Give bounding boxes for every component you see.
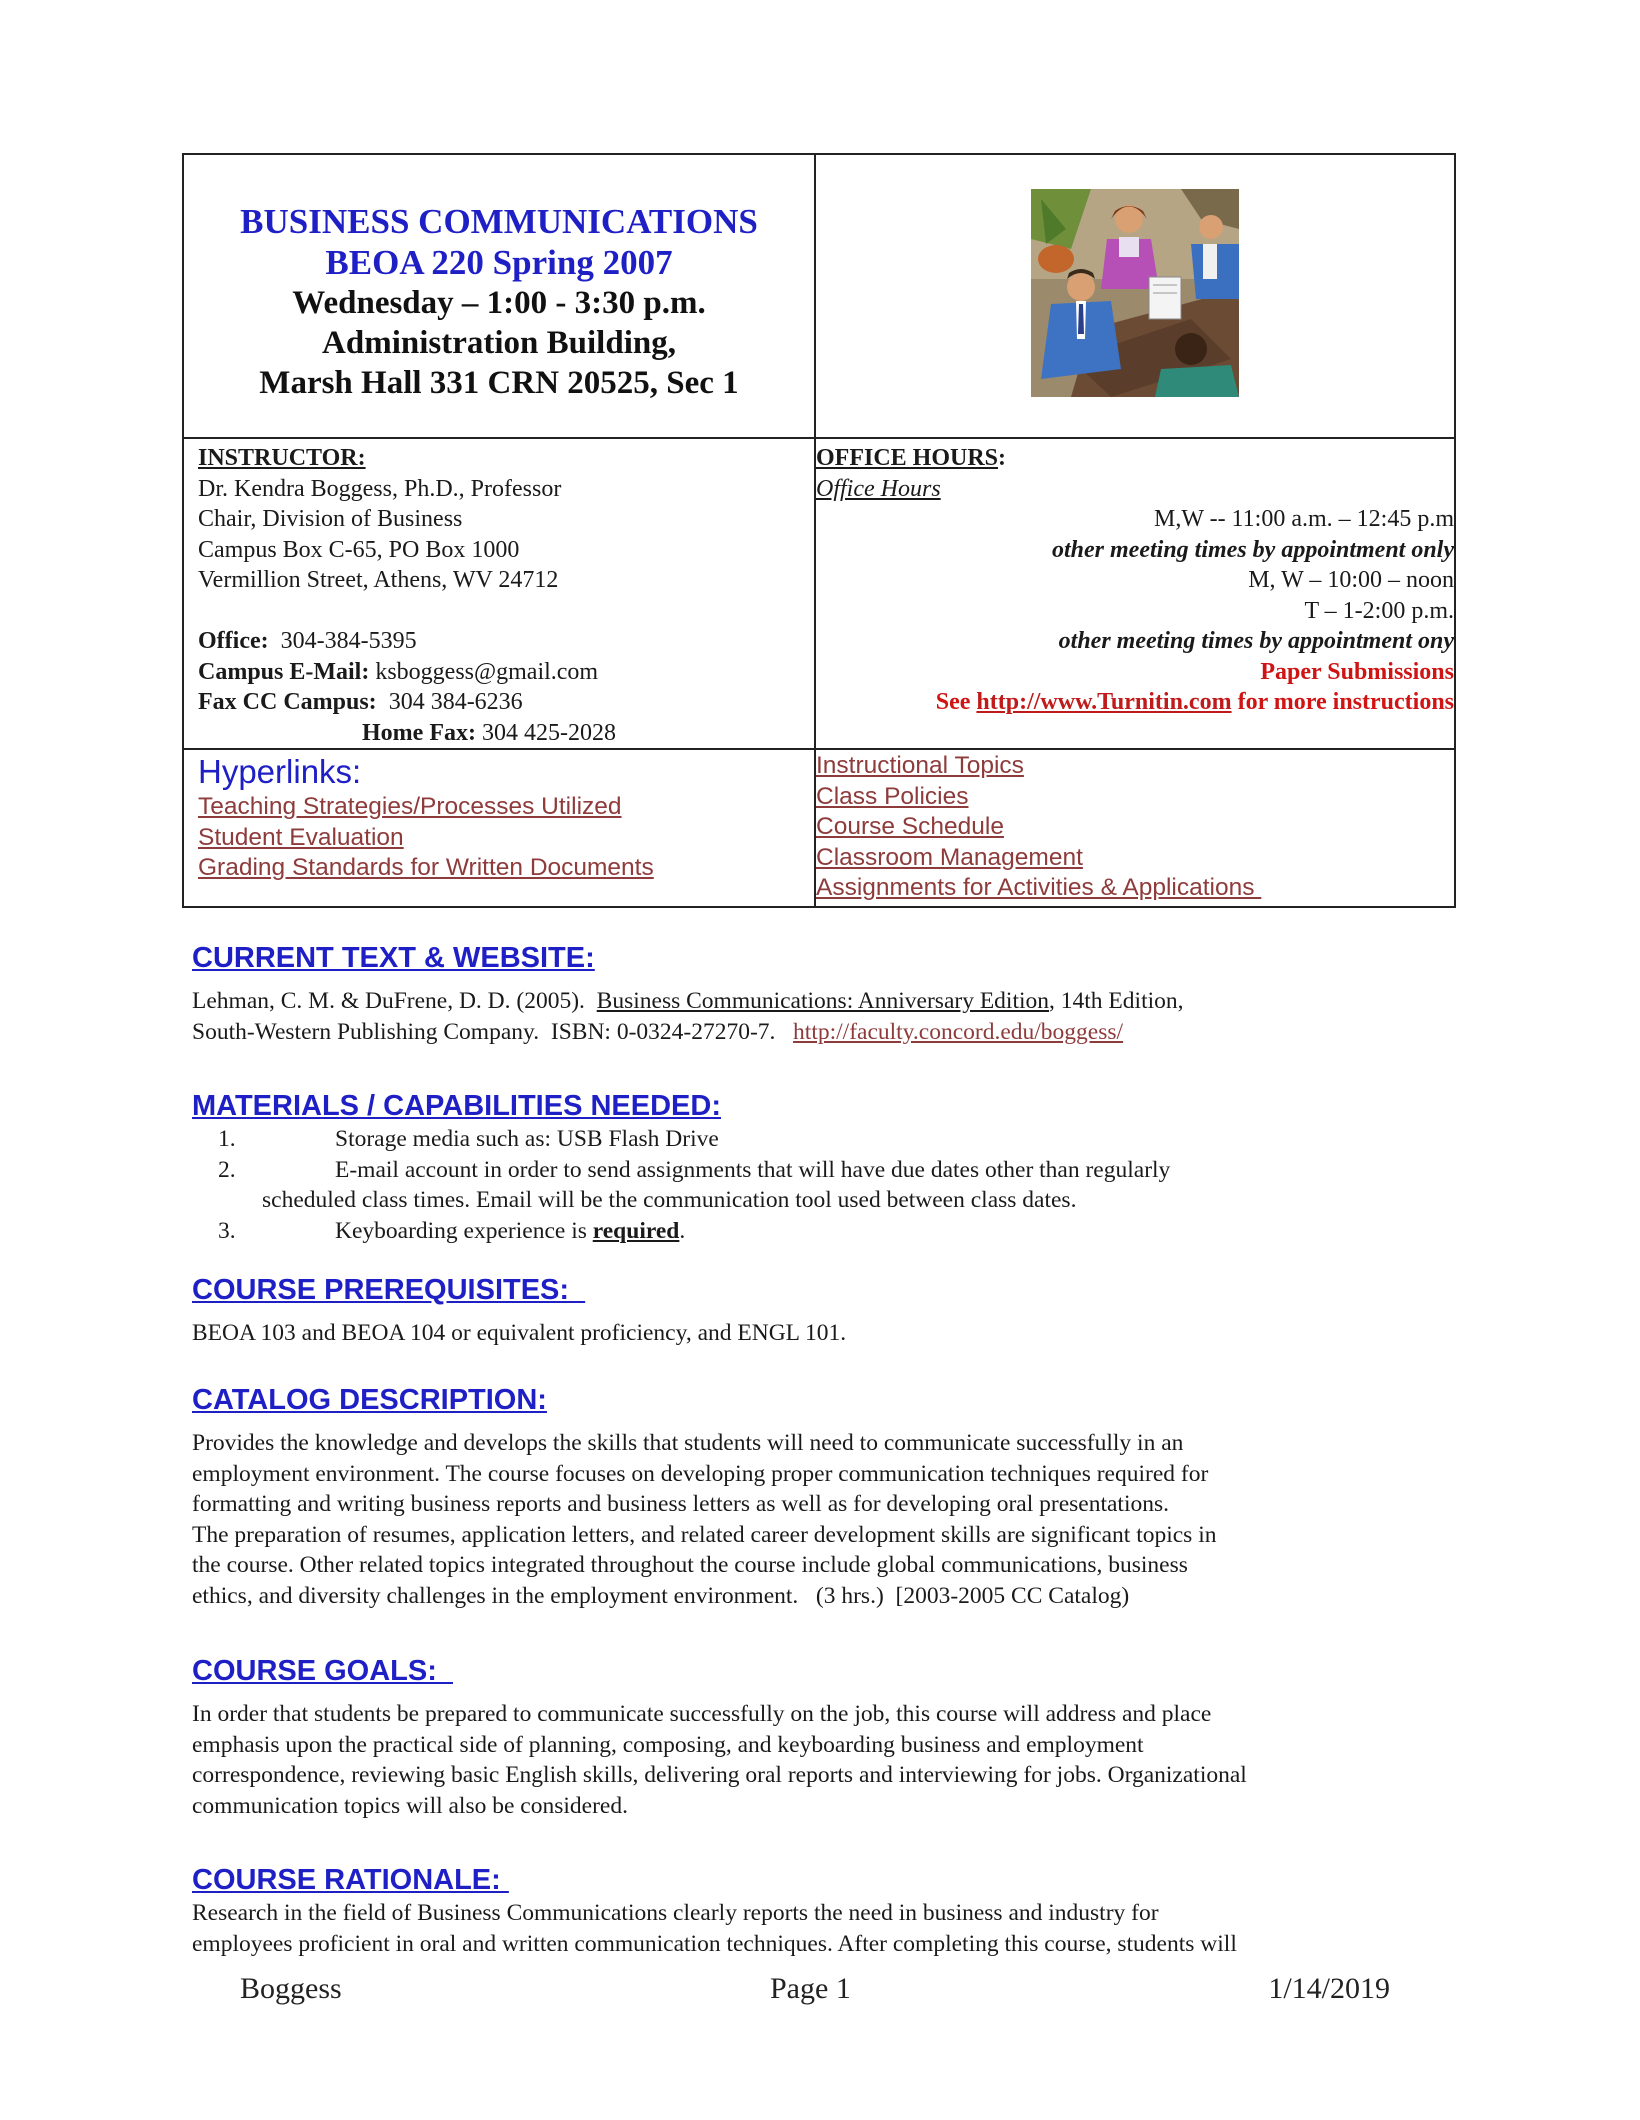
hours-line-3: M, W – 10:00 – noon — [1248, 567, 1454, 593]
header-table — [182, 153, 1456, 908]
office-phone-label: Office: — [198, 628, 269, 654]
hours-line-5: other meeting times by appointment ony — [1058, 628, 1454, 654]
fax-label: Fax CC Campus: — [198, 689, 377, 715]
course-building: Administration Building, — [322, 325, 676, 361]
page-footer — [240, 1972, 1390, 2012]
office-hours-heading: OFFICE HOURS: — [816, 445, 1007, 471]
catalog-text: Provides the knowledge and develops the skills that students will need to communicate successfully in an employment environment. The course focuses on developing proper communication techniques required for formatting and writing business reports and business letters as well as for developing oral presentations. The preparation of resumes, application letters, and related career development skills are significant topics in the course. Other related topics integrated throughout the course include global communications, business ethics, and diversity challenges in the employment environment. (3 hrs.) [2003-2005 CC Catalog) — [192, 1430, 1217, 1609]
office-hours-cell — [815, 438, 1455, 749]
hyperlinks-title: Hyperlinks: — [198, 753, 362, 790]
section-prerequisites — [192, 1272, 1452, 1349]
course-time: Wednesday – 1:00 - 3:30 p.m. — [292, 285, 706, 321]
instructor-cell — [183, 438, 815, 749]
office-hours-subheading: Office Hours — [816, 475, 941, 502]
rationale-text: Research in the field of Business Communications clearly reports the need in business and industry for employees proficient in oral and written communication techniques. After completing this course, students will — [192, 1900, 1237, 1957]
materials-heading: MATERIALS / CAPABILITIES NEEDED: — [192, 1090, 721, 1122]
instructor-title: Chair, Division of Business — [198, 506, 463, 532]
prerequisites-text: BEOA 103 and BEOA 104 or equivalent proficiency, and ENGL 101. — [192, 1320, 847, 1346]
link-course-schedule[interactable]: Course Schedule — [816, 813, 1004, 840]
goals-heading: COURSE GOALS: — [192, 1655, 454, 1687]
home-fax-label: Home Fax: — [362, 719, 476, 746]
list-item: 3. Keyboarding experience is required. — [218, 1217, 686, 1244]
hours-line-2: other meeting times by appointment only — [1052, 536, 1454, 563]
home-fax-value: 304 425-2028 — [475, 719, 616, 746]
hours-line-4: T – 1-2:00 p.m. — [1304, 597, 1454, 624]
instructor-address-1: Campus Box C-65, PO Box 1000 — [198, 536, 520, 563]
faculty-website-link[interactable]: http://faculty.concord.edu/boggess/ — [793, 1018, 1124, 1045]
book-title: Business Communications: Anniversary Edition — [596, 988, 1050, 1014]
footer-author: Boggess — [240, 1972, 342, 2005]
rationale-heading: COURSE RATIONALE: — [192, 1864, 509, 1896]
course-room: Marsh Hall 331 CRN 20525, Sec 1 — [259, 365, 739, 401]
section-materials — [192, 1088, 1452, 1246]
instructor-name: Dr. Kendra Boggess, Ph.D., Professor — [198, 475, 562, 502]
section-catalog — [192, 1382, 1452, 1611]
link-assignments[interactable]: Assignments for Activities & Applications — [816, 874, 1262, 901]
course-title: BUSINESS COMMUNICATIONS — [240, 202, 758, 241]
materials-list — [192, 1124, 1452, 1246]
office-phone-value: 304-384-5395 — [268, 628, 417, 654]
email-row — [198, 657, 814, 688]
link-classroom-management[interactable]: Classroom Management — [816, 843, 1083, 871]
link-teaching-strategies[interactable]: Teaching Strategies/Processes Utilized — [198, 793, 622, 820]
hyperlinks-left-cell — [183, 749, 815, 907]
list-item-continuation: scheduled class times. Email will be the communication tool used between class dates. — [262, 1187, 1077, 1213]
course-code: BEOA 220 Spring 2007 — [325, 243, 673, 282]
instructor-address-2: Vermillion Street, Athens, WV 24712 — [198, 567, 559, 593]
turnitin-link[interactable]: http://www.Turnitin.com — [976, 689, 1232, 715]
home-fax-row — [198, 718, 814, 749]
footer-date: 1/14/2019 — [1268, 1972, 1390, 2005]
list-item: 2. E-mail account in order to send assignments that will have due dates other than regularly — [218, 1156, 1171, 1183]
section-rationale — [192, 1862, 1452, 1959]
fax-value: 304 384-6236 — [376, 689, 523, 715]
email-label: Campus E-Mail: — [198, 658, 370, 685]
turnitin-line: See http://www.Turnitin.com for more instructions — [935, 689, 1454, 715]
fax-row — [198, 687, 814, 718]
link-class-policies[interactable]: Class Policies — [816, 782, 969, 810]
business-meeting-clipart — [1031, 189, 1239, 397]
required-emphasis: required — [592, 1217, 680, 1244]
catalog-heading: CATALOG DESCRIPTION: — [192, 1384, 547, 1416]
section-text-website — [192, 940, 1452, 1047]
goals-text: In order that students be prepared to communicate successfully on the job, this course will address and place emphasis upon the practical side of planning, composing, and keyboarding business and employment correspondence, reviewing basic English skills, delivering oral reports and interviewing for jobs. Organizational communication topics will also be considered. — [192, 1701, 1247, 1819]
hours-line-1: M,W -- 11:00 a.m. – 12:45 p.m — [1154, 506, 1454, 532]
footer-page-number: Page 1 — [770, 1972, 851, 2005]
list-item: 1. Storage media such as: USB Flash Drive — [218, 1126, 719, 1152]
paper-submissions: Paper Submissions — [1260, 658, 1454, 685]
office-phone-row — [198, 626, 814, 657]
email-value: ksboggess@gmail.com — [369, 658, 599, 685]
text-citation: Lehman, C. M. & DuFrene, D. D. (2005). Business Communications: Anniversary Edition, 14th Edition, South-Western Publishing Company. ISBN: 0-0324-27270-7. http://faculty.concord.edu/boggess/ — [192, 988, 1184, 1045]
clipart-cell — [815, 154, 1455, 438]
hyperlinks-right-cell — [815, 749, 1455, 907]
text-website-heading: CURRENT TEXT & WEBSITE: — [192, 942, 595, 974]
link-instructional-topics[interactable]: Instructional Topics — [816, 752, 1024, 779]
link-grading-standards[interactable]: Grading Standards for Written Documents — [198, 854, 654, 881]
prerequisites-heading: COURSE PREREQUISITES: — [192, 1274, 586, 1306]
link-student-evaluation[interactable]: Student Evaluation — [198, 823, 404, 851]
section-goals — [192, 1653, 1452, 1821]
instructor-heading: INSTRUCTOR: — [198, 445, 366, 471]
course-title-cell — [183, 154, 815, 438]
